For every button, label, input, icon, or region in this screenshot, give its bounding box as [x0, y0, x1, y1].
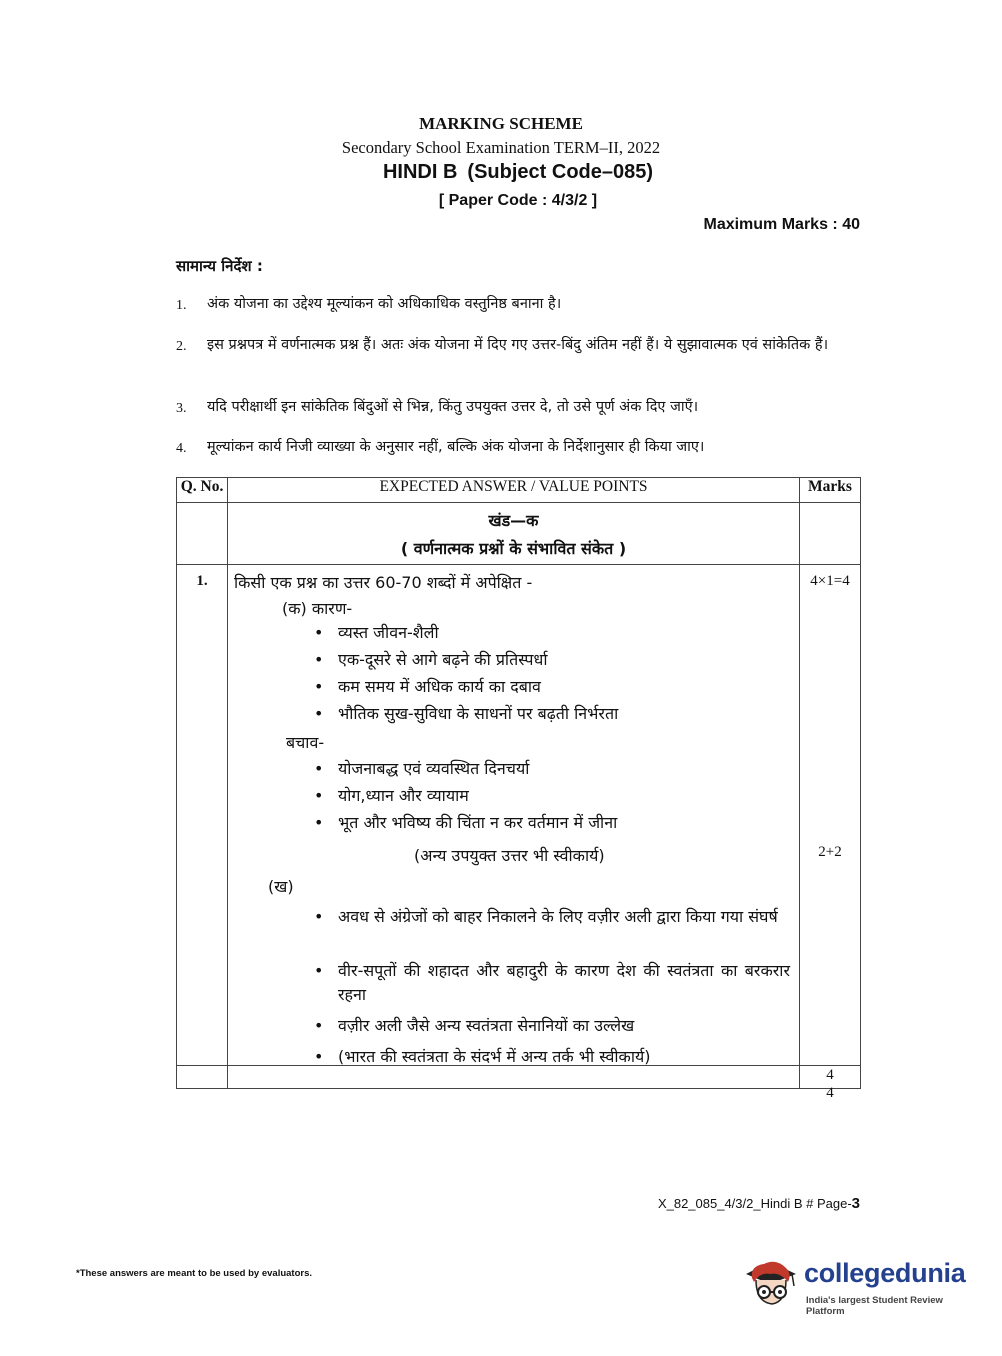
header-answer: EXPECTED ANSWER / VALUE POINTS — [228, 478, 800, 503]
empty-cell — [800, 503, 861, 565]
page-footer — [658, 1195, 860, 1212]
subject-name: HINDI B — [382, 161, 458, 183]
section-row — [177, 503, 861, 565]
instruction-item — [176, 293, 860, 315]
part-a-label: (क) कारण- — [282, 599, 353, 618]
instruction-text: मूल्यांकन कार्य निजी व्याख्या के अनुसार नहीं, बल्कि अंक योजना के निर्देशानुसार ही किया जाए। — [207, 439, 705, 455]
instruction-item — [176, 436, 860, 458]
marks-last: 4 — [800, 1066, 861, 1089]
list-item: • योग,ध्यान और व्यायाम — [338, 784, 469, 808]
page-number: 3 — [851, 1195, 860, 1212]
empty-cell — [177, 1066, 228, 1089]
subject-heading — [0, 161, 1002, 184]
list-item: • अवध से अंग्रेजों को बाहर निकालने के लिए वज़ीर अली द्वारा किया गया संघर्ष — [338, 905, 790, 929]
paper-code: [ Paper Code : 4/3/2 ] — [438, 192, 598, 209]
instruction-number: 4. — [176, 441, 187, 456]
maximum-marks: Maximum Marks : 40 — [703, 216, 860, 233]
list-item: • वज़ीर अली जैसे अन्य स्वतंत्रता सेनानियों का उल्लेख — [338, 1014, 634, 1038]
exam-name: Secondary School Examination TERM–II, 2022 — [341, 138, 661, 157]
instruction-item — [176, 396, 860, 418]
general-instructions-heading: सामान्य निर्देश : — [176, 257, 263, 275]
instruction-text: इस प्रश्नपत्र में वर्णनात्मक प्रश्न हैं। अतः अंक योजना में दिए गए उत्तर-बिंदु अंतिम नहीं हैं। ये सुझावात्मक एवं सांकेतिक हैं। — [207, 337, 829, 353]
list-item: • कम समय में अधिक कार्य का दबाव — [338, 675, 541, 699]
instruction-text: अंक योजना का उद्देश्य मूल्यांकन को अधिकाधिक वस्तुनिष्ठ बनाना है। — [207, 296, 562, 312]
instruction-text: यदि परीक्षार्थी इन सांकेतिक बिंदुओं से भिन्न, किंतु उपयुक्त उत्तर दे, तो उसे पूर्ण अंक दिए जाएँ। — [207, 399, 699, 415]
section-title-cell — [228, 503, 800, 565]
instruction-number: 3. — [176, 401, 187, 416]
subject-code: (Subject Code–085) — [467, 161, 654, 183]
marks-part-a: 2+2 — [818, 844, 842, 860]
marks-part-b: 4 — [826, 1085, 834, 1101]
question-intro: किसी एक प्रश्न का उत्तर 60-70 शब्दों में अपेक्षित - — [234, 573, 533, 592]
section-title: खंड—क — [488, 511, 539, 530]
header-qno: Q. No. — [177, 478, 228, 503]
list-item: • भौतिक सुख-सुविधा के साधनों पर बढ़ती निर्भरता — [338, 702, 618, 726]
section-subtitle: ( वर्णनात्मक प्रश्नों के संभावित संकेत ) — [400, 539, 627, 558]
question-number: 1. — [177, 565, 228, 1066]
empty-cell — [177, 503, 228, 565]
instruction-item — [176, 334, 860, 356]
part-b-label: (ख) — [268, 877, 294, 896]
list-item: • एक-दूसरे से आगे बढ़ने की प्रतिस्पर्धा — [338, 648, 548, 672]
list-item: • व्यस्त जीवन-शैली — [338, 621, 439, 645]
list-item: • भूत और भविष्य की चिंता न कर वर्तमान में जीना — [338, 811, 617, 835]
brand-tagline: India's largest Student Review Platform — [806, 1295, 943, 1317]
list-item: • वीर-सपूतों की शहादत और बहादुरी के कारण देश की स्वतंत्रता का बरकरार रहना — [338, 959, 790, 1007]
list-item: • योजनाबद्ध एवं व्यवस्थित दिनचर्या — [338, 757, 529, 781]
answer-table — [176, 477, 861, 1101]
mascot-icon — [740, 1252, 802, 1312]
collegedunia-logo — [740, 1252, 970, 1317]
document-title: MARKING SCHEME — [419, 114, 583, 133]
brand-name: collegedunia — [804, 1258, 966, 1288]
answer-cell — [228, 565, 800, 1066]
accept-note: (अन्य उपयुक्त उत्तर भी स्वीकार्य) — [414, 846, 605, 865]
instruction-number: 2. — [176, 339, 187, 354]
instruction-number: 1. — [176, 298, 187, 313]
table-header-row — [177, 478, 861, 503]
marks-total: 4×1=4 — [810, 573, 850, 589]
question-row — [177, 565, 861, 1066]
bachav-label: बचाव- — [286, 733, 325, 752]
list-item: • (भारत की स्वतंत्रता के संदर्भ में अन्य तर्क भी स्वीकार्य) — [338, 1045, 651, 1069]
marks-cell — [800, 565, 861, 1101]
header-marks: Marks — [800, 478, 861, 503]
evaluator-note: *These answers are meant to be used by evaluators. — [76, 1268, 313, 1279]
page-label: X_82_085_4/3/2_Hindi B # Page- — [657, 1196, 852, 1211]
